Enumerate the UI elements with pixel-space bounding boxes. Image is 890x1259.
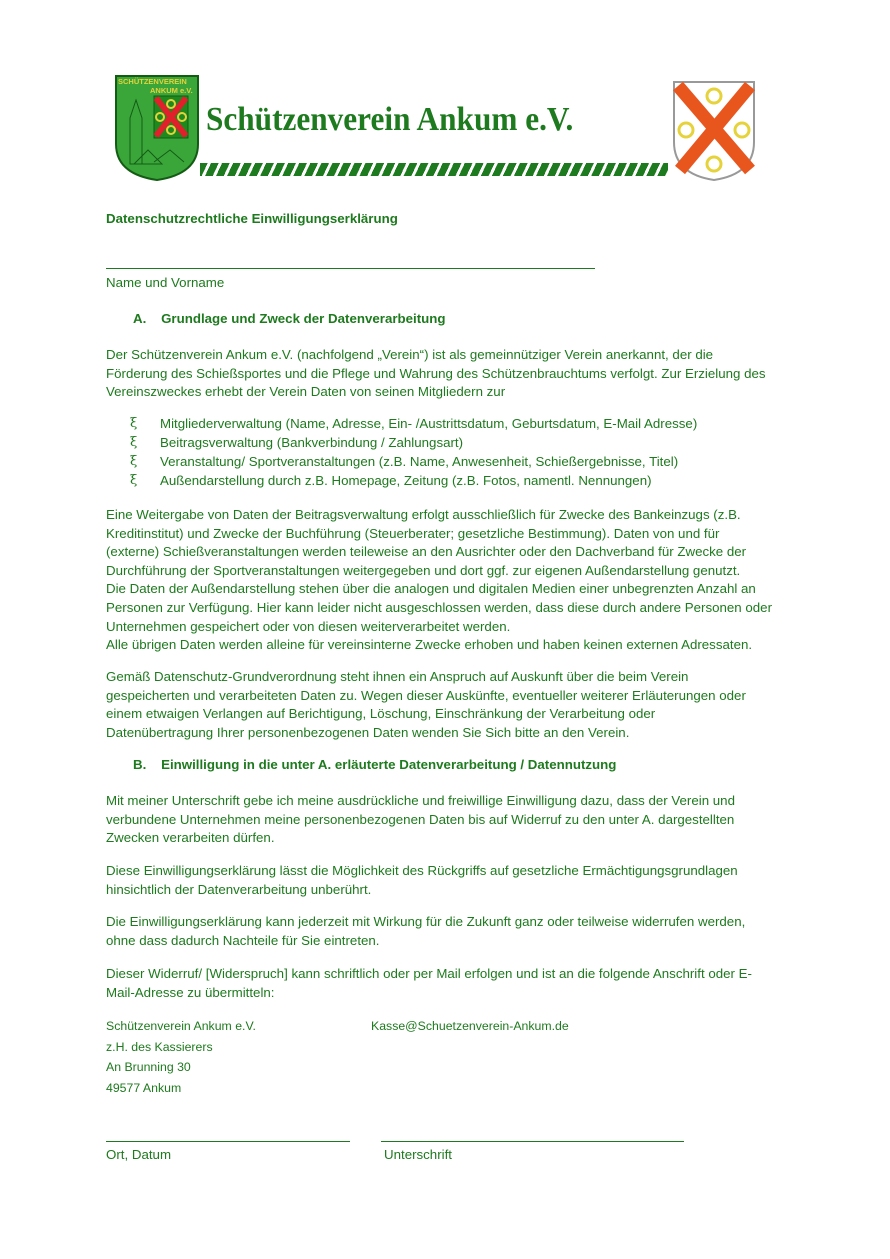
section-b-paragraph-3 (106, 913, 745, 950)
text-line: Datenübertragung Ihrer personenbezogenen Daten wenden Sie Sich bitte an den Verein. (106, 724, 630, 740)
text-line: Vereinszweckes erhebt der Verein Daten von seinen Mitgliedern zur (106, 384, 506, 400)
badge-text: SCHÜTZENVEREIN (118, 77, 187, 86)
section-a-intro (106, 346, 766, 402)
text-line: Die Einwilligungserklärung kann jederzeit mit Wirkung für die Zukunft ganz oder teilweise widerrufen werden, (106, 914, 746, 929)
document-title: Datenschutzrechtliche Einwilligungserklärung (106, 211, 398, 226)
list-item (0, 435, 890, 454)
text-line: Förderung des Schießsportes und die Pflege und Wahrung des Schützenbrauchtums verfolgt. Zur Erzielung des (106, 365, 766, 381)
name-line[interactable] (106, 268, 595, 269)
list-item-text: Mitgliederverwaltung (Name, Adresse, Ein- /Austrittsdatum, Geburtsdatum, E-Mail Adresse) (160, 416, 698, 431)
bullet-icon: ξ (130, 454, 138, 469)
text-line: Die Daten der Außendarstellung stehen über die analogen und digitalen Medien einer unbegrenzten Anzahl an (106, 581, 756, 597)
club-name-logo: Schützenverein Ankum e.V. (206, 101, 574, 138)
text-line: Personen zur Verfügung. Hier kann leider nicht ausgeschlossen werden, dass diese durch andere Personen oder (106, 599, 772, 615)
name-label: Name und Vorname (106, 275, 225, 290)
text-line: Kreditinstitut) und Zwecke der Buchführung (Steuerberater; gesetzliche Bestimmung). Daten von und für (106, 525, 720, 541)
text-line: gespeicherten und verarbeiteten Daten zu. Wegen dieser Auskünfte, eventueller weiterer Erläuterungen oder (106, 687, 746, 703)
section-b-paragraph-2 (106, 862, 738, 899)
purpose-list (0, 416, 890, 492)
email-address[interactable]: Kasse@Schuetzenverein-Ankum.de (371, 1019, 569, 1033)
text-line: Mit meiner Unterschrift gebe ich meine ausdrückliche und freiwillige Einwilligung dazu, dass der Verein und (106, 793, 735, 808)
list-item (0, 416, 890, 435)
bullet-icon: ξ (130, 473, 138, 488)
list-item (0, 454, 890, 473)
signature-line[interactable] (381, 1141, 684, 1142)
postal-address (106, 1016, 256, 1098)
text-line: Dieser Widerruf/ [Widerspruch] kann schriftlich oder per Mail erfolgen und ist an die folgende Anschrift oder E- (106, 966, 752, 981)
badge-text: ANKUM e.V. (150, 86, 193, 95)
text-line: Eine Weitergabe von Daten der Beitragsverwaltung erfolgt ausschließlich für Zwecke des Bankeinzugs (z.B. (106, 507, 741, 522)
text-line: Zwecken verarbeiten dürfen. (106, 830, 275, 846)
text-line: einem etwaigen Verlangen auf Berichtigung, Löschung, Einschränkung der Verarbeitung oder (106, 706, 656, 722)
text-line: Der Schützenverein Ankum e.V. (nachfolgend „Verein“) ist als gemeinnütziger Verein anerkannt, der die (106, 347, 714, 362)
section-a-paragraph-2 (106, 668, 746, 742)
section-b-paragraph-4 (106, 965, 752, 1002)
text-line: hinsichtlich der Datenverarbeitung unberührt. (106, 881, 372, 897)
list-item-text: Veranstaltung/ Sportveranstaltungen (z.B. Name, Anwesenheit, Schießergebnisse, Titel) (160, 454, 679, 469)
address-line: Schützenverein Ankum e.V. (106, 1019, 256, 1033)
place-date-line[interactable] (106, 1141, 350, 1142)
section-b-heading: B. Einwilligung in die unter A. erläuterte Datenverarbeitung / Datennutzung (133, 757, 617, 772)
text-line: Durchführung der Sportveranstaltungen weitergegeben und dort ggf. zur eigenen Außendarstellung genutzt. (106, 562, 741, 578)
list-item-text: Beitragsverwaltung (Bankverbindung / Zahlungsart) (160, 435, 464, 450)
text-line: Gemäß Datenschutz-Grundverordnung steht ihnen ein Anspruch auf Auskunft über die beim Verein (106, 669, 689, 684)
text-line: Diese Einwilligungserklärung lässt die Möglichkeit des Rückgriffs auf gesetzliche Ermächtigungsgrundlagen (106, 863, 738, 878)
text-line: Mail-Adresse zu übermitteln: (106, 984, 275, 1000)
coat-of-arms (672, 78, 756, 182)
text-line: verbundene Unternehmen meine personenbezogenen Daten bis auf Widerruf zu den unter A. dargestellten (106, 811, 735, 827)
list-item (0, 473, 890, 492)
signature-label: Unterschrift (384, 1147, 452, 1162)
section-a-heading: A. Grundlage und Zweck der Datenverarbeitung (133, 311, 446, 326)
text-line: Alle übrigen Daten werden alleine für vereinsinterne Zwecke erhoben und haben keinen externen Adressaten. (106, 637, 753, 653)
bullet-icon: ξ (130, 416, 138, 431)
text-line: (externe) Schießveranstaltungen werden teileweise an den Ausrichter oder den Dachverband für Zwecke der (106, 544, 747, 560)
club-badge-logo (114, 74, 200, 182)
text-line: Unternehmen gespeichert oder von diesen weiterverarbeitet werden. (106, 618, 511, 634)
address-line: 49577 Ankum (106, 1080, 182, 1095)
list-item-text: Außendarstellung durch z.B. Homepage, Zeitung (z.B. Fotos, namentl. Nennungen) (160, 473, 652, 488)
place-date-label: Ort, Datum (106, 1147, 172, 1162)
address-line: An Brunning 30 (106, 1060, 191, 1074)
address-line: z.H. des Kassierers (106, 1039, 213, 1054)
section-b-paragraph-1 (106, 792, 735, 848)
bullet-icon: ξ (130, 435, 138, 450)
section-a-paragraph-1 (106, 506, 772, 655)
decorative-band (200, 163, 668, 176)
text-line: ohne dass dadurch Nachteile für Sie eintreten. (106, 932, 380, 948)
